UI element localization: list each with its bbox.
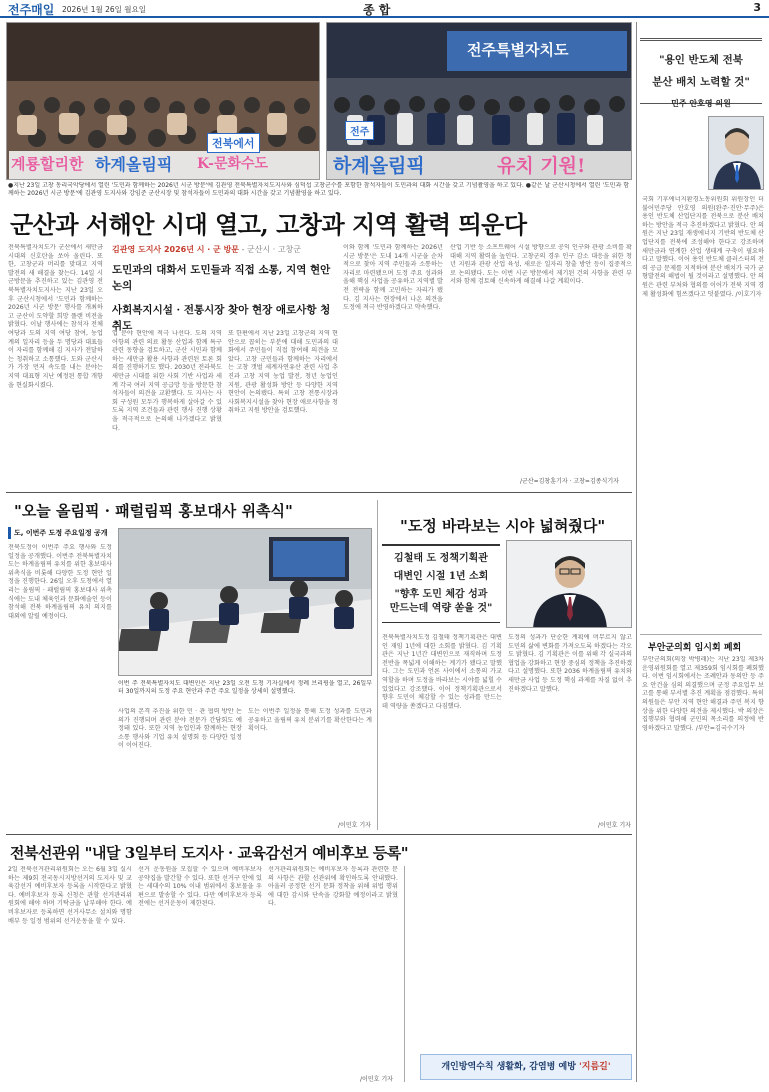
divider-election-top: [6, 834, 632, 835]
election-body-col-2: 선거 운동원을 모집할 수 있으며 예비후보자 공약집을 발간할 수 있다. 또한 선거구 안에 있는 세대수의 10% 이내 범위에서 홍보물을 우편으로 발송할 수 있다. 다만 예비후보자 등록 전에는 선거운동이 제한된다.: [138, 866, 262, 908]
sidebar-sub-body: 부안군의회(의장 박병래)는 지난 23일 제3차 운영위원회를 열고 제359회 임시회를 폐회했다. 이번 임시회에서는 조례안과 동의안 등 주요 안건을 심의 의결했으며 군정 주요업무 보고를 통해 부서별 추진 계획을 점검했다. 특히 의원들은 부안 지역 현안 해결과 주민 복지 향상을 위한 다양한 의견을 제시했다. 박 의장은 집행부와 협력해 군민의 목소리를 의정에 반영하겠다고 말했다. /부안=김국수기자: [642, 656, 764, 732]
election-body-col-4: [410, 866, 632, 1046]
ad-text: 개인방역수칙 생활화, 감염병 예방: [441, 1062, 580, 1072]
main-body-col-4: 이와 함께 '도민과 함께하는 2026년 시군 방문'은 도내 14개 시군을 순차적으로 찾아 지역 주민들과 소통하는 자리로 마련됐으며 도정 주요 성과와 올해 핵심 사업을 공유하고 지역별 발전 전략을 함께 고민하는 자리가 됐다. 김 지사는 현장에서 나온 의견을 도정에 적극 반영하겠다고 약속했다.: [343, 244, 443, 312]
interview-credit: /이민호 기자: [598, 822, 631, 829]
divider-main-bottom: [6, 492, 632, 493]
main-body-col-3: 또 한편에서 지난 23일 고창군의 지역 현안으로 꼽히는 부분에 대해 도민과의 대화에서 주민들이 직접 참여해 의견을 모았다. 고창 군민들과 함께하는 자리에서는 고창 갯벌 세계자연유산 관련 사업 추진과 고창 지역 농업 발전, 청년 농업인 지원, 관광 활성화 방안 등 다양한 지역 현안이 논의됐다. 특히 고창 전통시장과 사회복지시설을 찾아 현장 애로사항을 청취하고 지원 방안을 검토했다.: [228, 330, 338, 415]
sidebar-quote-line-1: "용인 반도체 전북: [659, 54, 743, 66]
photo-banner-main: 하계올림픽: [333, 155, 425, 177]
interview-tag: [382, 544, 500, 623]
interview-tag-line-1: 김철태 도 정책기획관: [394, 553, 488, 564]
page-header: [0, 0, 769, 18]
main-kicker-red: 김관영 도지사 2026년 시 · 군 방문: [112, 245, 240, 254]
newspaper-name: 전주매일: [8, 3, 55, 17]
main-subdeck-2: 사회복지시설 · 전통시장 찾아 현장 애로사항 청취도: [112, 304, 331, 332]
sidebar-person-name: 민주 안호영 의원: [671, 99, 731, 108]
olympic-credit: /이민호 기자: [338, 822, 371, 829]
sidebar-divider: [636, 22, 637, 1082]
main-kicker-gray: - 군산시 · 고창군: [239, 245, 302, 254]
photo-sign-jeonbuk: 전북에서: [207, 133, 260, 153]
interview-body-col-1: 전북특별자치도정 김철태 정책기획관은 대변인 재임 1년에 대한 소회를 밝혔다. 김 기획관은 지난 1년간 대변인으로 재직하며 도정 전반을 폭넓게 이해하는 계기가 됐다고 말했다. 그는 도민과 언론 사이에서 소통의 가교 역할을 하며 도정을 바라보는 시야를 넓힐 수 있었다고 강조했다. 이어 정책기획관으로서 향후 도민이 체감할 수 있는 성과를 만드는 데 역량을 쏟겠다고 다짐했다.: [382, 634, 502, 710]
olympic-body-col-3: 도는 이번주 일정을 통해 도정 성과를 도민과 공유하고 올림픽 유치 분위기를 확산한다는 계획이다.: [248, 708, 372, 733]
photo-banner-text-3: K-문화수도: [197, 156, 269, 172]
photo-banner-end: 유치 기원!: [497, 155, 586, 177]
divider-election-ad: [404, 866, 405, 1082]
olympic-headline: "오늘 올림픽 · 패럴림픽 홍보대사 위촉식": [14, 502, 293, 520]
ad-highlight: '지름길': [579, 1062, 611, 1072]
photo-banner-text-2: 하계올림픽: [95, 155, 173, 174]
photo-caption: ●지난 23일 고창 동리국악당에서 열린 '도민과 함께하는 2026년 시군 방문'에 김관영 전북특별자치도지사와 심덕섭 고창군수를 포함한 참석자들이 도민과의 대화 시간을 갖고 기념촬영을 하고 있다. ●같은 날 군산시청에서 열린 '도민과 함께하는 2026년 시군 방문'에 김관영 도지사와 강임준 군산시장 및 참석자들이 도민과의 대화 시간을 갖고 기념촬영을 하고 있다.: [8, 182, 630, 197]
olympic-body-col-1: 전북도정이 이번주 주요 행사와 도정 일정을 공개했다. 이번주 전북특별자치도는 하계올림픽 유치를 위한 홍보대사 위촉식을 비롯해 다양한 도정 현안 일정을 진행한다. 26일 오후 도청에서 열리는 올림픽 · 패럴림픽 홍보대사 위촉식에는 도내 체육인과 문화예술인 등이 참석해 전북 하계올림픽 유치 의지를 대외에 알릴 예정이다.: [8, 544, 112, 620]
section-title: 종 합: [363, 3, 391, 17]
election-body-col-3: 선거관리위원회는 예비후보자 등록과 관련한 문의 사항은 관할 선관위에 확인하도록 안내했다. 아울러 공정한 선거 문화 정착을 위해 위법 행위에 대한 감시와 단속을 강화할 예정이라고 밝혔다.: [268, 866, 398, 908]
interview-headline: "도정 바라보는 시야 넓혀줬다": [400, 517, 606, 535]
sidebar-sub-divider: [640, 634, 762, 635]
interview-tag-line-3: "향후 도민 체감 성과: [394, 589, 488, 600]
interview-tag-line-2: 대변인 시절 1년 소회: [393, 571, 489, 582]
main-kicker: [112, 244, 301, 255]
issue-date: 2026년 1월 26일 월요일: [62, 5, 147, 14]
photo-banner-text-1: 계룡할리한: [11, 155, 84, 173]
main-body-col-2: 업 분야 현안에 적극 나선다. 도의 지역 어항의 관련 의료 활동 산업과 함께 특구 관련 동향을 검토하고, 군산 시민과 함께하는 새만금 활용 사항과 관련된 토론 회의를 진행하기도 했다. 2030년 전라북도 새만금 시대를 위한 사회 기반 사업과 세계 각국 여러 지역 공급망 등을 방문한 참석자들이 의견을 교환했다. 도 지사는 사회 구성원 모두가 행복하게 살아갈 수 있도록 지역 조건들과 관련 행사 진행 상황을 적극적으로 논의해 나가겠다고 밝혔다.: [112, 330, 222, 432]
photo-sign-jeonju: 전주: [345, 121, 374, 140]
olympic-byline: 도, 이번주 도정 주요일정 공개: [14, 529, 108, 537]
page-number: 3: [753, 1, 761, 14]
election-credit: /이민호 기자: [360, 1076, 393, 1083]
main-credit: /군산=김창훈기자 · 고창=김종식기자: [520, 478, 619, 485]
main-body-col-5: 산업 기반 등 소프트웨어 시설 방향으로 공익 인구와 관광 소비를 확대해 지역 활력을 높인다. 고창군의 경우 인구 감소 대응을 위한 청년 지원과 관광 산업 육성, 새로운 일자리 창출 방안 등이 집중적으로 논의됐다. 도는 이번 시군 방문에서 제기된 건의 사항을 관련 부서와 함께 검토해 신속하게 해결해 나갈 계획이다.: [450, 244, 632, 286]
photo-gunsan-event: [326, 22, 632, 180]
briefing-photo-illustration: [119, 529, 372, 676]
olympic-photo-caption: 이번 주 전북특별자치도 대변인은 지난 23일 오전 도청 기자실에서 정례 브리핑을 열고, 26일부터 30일까지의 도정 주요 현안과 주간 주요 일정을 상세히 설명했다.: [118, 680, 372, 695]
sidebar-quote: [640, 38, 762, 104]
sidebar-sub-headline: 부안군의회 임시회 폐회: [648, 643, 742, 653]
portrait-illustration: [709, 117, 764, 190]
olympic-body-col-2: 사업의 본격 추진을 위한 민 · 관 협력 방안 논의가 진행되며 관련 분야 전문가 간담회도 예정돼 있다. 또한 지역 농업인과 함께하는 현장 소통 행사와 기업 유치 설명회 등 다양한 일정이 이어진다.: [118, 708, 242, 750]
interview-portrait-illustration: [507, 541, 632, 628]
public-service-ad: [420, 1054, 632, 1080]
main-subdeck: [112, 262, 337, 334]
photo-banner-top: 전주특별자치도: [467, 41, 569, 59]
main-subdeck-1: 도민과의 대화서 도민들과 직접 소통, 지역 현안 논의: [112, 264, 331, 292]
photo-gochang-event: [6, 22, 320, 180]
sidebar-portrait: [708, 116, 764, 190]
sidebar-quote-line-2: 분산 배치 노력할 것": [652, 76, 750, 88]
main-body-col-1: 전북특별자치도가 군산에서 새만금 시대의 신호탄을 쏘아 올린다. 또한, 고창군과 머리를 맞대고 지역 발전의 새 해결을 찾는다. 14일 시군방문을 추진하고 있는 김관영 전북특별자치도지사는 지난 23일 오후 군산시청에서 '도민과 함께하는 2026년 시군 방문' 행사를 개최하고 군산이 도약할 희망 플랜 비전을 밝혔다. 이날 행사에는 참석자 전체 여당과 도의 지역 여당 참여, 농업계의 일자리 등을 두 명당과 대표들이 자리를 함께해 김 지사가 전달하는 청취하고 소통했다. 도와 군산시가 가장 먼저 속도를 내는 분야는 지역 대표형 지난 예정된 통합 개항을 현실화시켰다.: [8, 244, 103, 389]
election-headline: 전북선관위 "내달 3일부터 도지사 · 교육감선거 예비후보 등록": [10, 844, 409, 862]
interview-tag-line-4: 만드는데 역량 쏟을 것": [389, 603, 493, 614]
interview-portrait: [506, 540, 632, 628]
olympic-briefing-photo: [118, 528, 372, 676]
olympic-byline-bar: [8, 527, 11, 539]
divider-olympic-interview: [377, 500, 378, 830]
sidebar-body: 국회 기후에너지환경노동위원회 위원장인 더불어민주당 안호영 의원(완주·진안·무주)은 용인 반도체 산업단지를 전북으로 분산 배치하는 방안을 적극 추진하겠다고 밝혔다. 안 의원은 지난 23일 재생에너지 기반의 반도체 산업단지를 전북에 조성해야 한다고 강조하며 새만금과 연계한 산업 생태계 구축이 필요하다고 말했다. 이어 용인 반도체 클러스터의 전력 공급 문제를 지적하며 분산 배치가 국가 균형발전의 해법이 될 것이라고 설명했다. 안 의원은 관련 부처와 협의를 이어가 전북 지역 경제 활성화에 힘쓰겠다고 덧붙였다. /이호기자: [642, 196, 764, 298]
interview-body-col-2: 도정의 성과가 단순한 계획에 머무르지 않고 도민의 삶에 변화를 가져오도록 하겠다는 각오도 밝혔다. 김 기획관은 이를 위해 각 실국과의 협업을 강화하고 현장 중심의 정책을 추진하겠다고 설명했다. 또한 2036 하계올림픽 유치와 새만금 사업 등 도정 핵심 과제를 차질 없이 추진하겠다고 말했다.: [508, 634, 632, 693]
election-body-col-1: 2일 전북선거관리위원회는 오는 6월 3일 실시하는 제9회 전국동시지방선거의 도지사 및 교육감선거 예비후보자 등록을 시작한다고 밝혔다. 예비후보자 등록 신청은 관할 선거관리위원회에 해야 하며 기탁금을 납부해야 한다. 예비후보자로 등록하면 선거사무소 설치와 명함 배부 등 일정 범위의 선거운동을 할 수 있다.: [8, 866, 132, 925]
main-headline: 군산과 서해안 시대 열고, 고창과 지역 활력 띄운다: [10, 210, 527, 239]
